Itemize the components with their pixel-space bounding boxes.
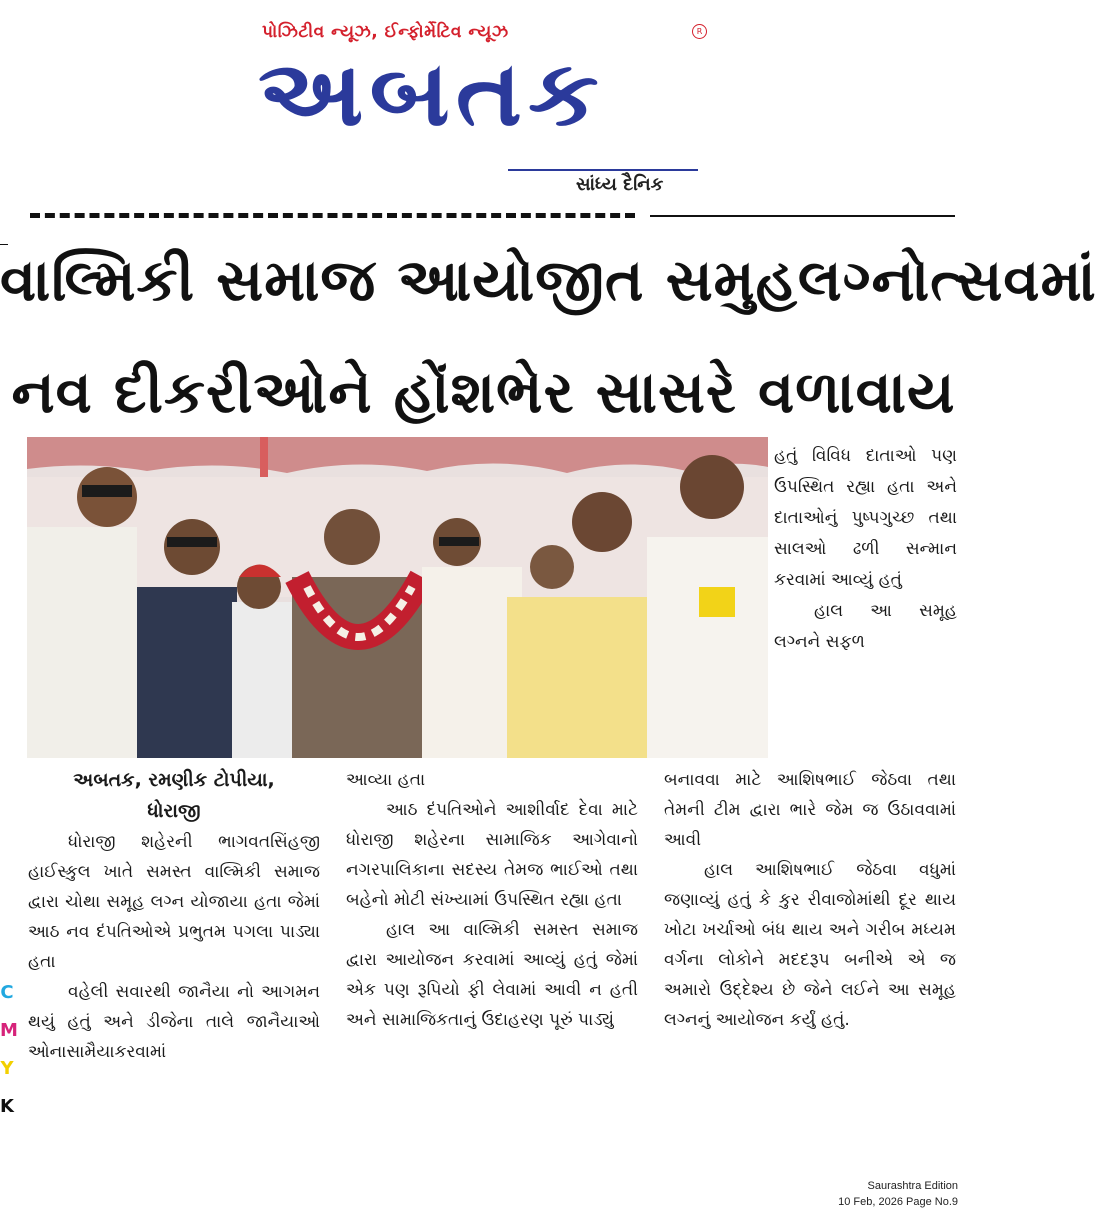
byline	[28, 765, 320, 827]
crop-mark	[0, 244, 8, 245]
cmyk-cyan-mark: C	[0, 982, 14, 1003]
solid-divider	[650, 215, 955, 217]
news-photo	[27, 437, 768, 758]
byline-author: અબતક, રમણીક ટોપીયા,	[73, 769, 275, 791]
article-paragraph: આવ્યા હતા	[346, 770, 426, 790]
group-photo-illustration	[27, 437, 768, 758]
masthead-tagline: પોઝિટીવ ન્યૂઝ, ઈન્ફોર્મેટિવ ન્યૂઝ	[262, 22, 509, 42]
masthead-subtitle: સાંધ્ય દૈનિક	[576, 174, 664, 195]
byline-place: ધોરાજી	[147, 800, 201, 822]
article-paragraph: હાલ આ વાલ્મિકી સમસ્ત સમાજ દ્વારા આયોજન કરવામાં આવ્યું હતું જેમાં એક પણ રૂપિયો ફી લેવામાં આવી ન હતી અને સામાજિકતાનું ઉદાહરણ પૂરું પાડ્યું	[346, 920, 638, 1030]
article-column-2	[346, 765, 638, 1035]
registered-mark-icon: R	[692, 24, 707, 39]
edition-date-page: 10 Feb, 2026 Page No.9	[838, 1196, 958, 1208]
article-paragraph: ધોરાજી શહેરની ભાગવતસિંહજી હાઈસ્કુલ ખાતે સમસ્ત વાલ્મિકી સમાજ દ્વારા ચોથા સમૂહ લગ્ન યોજાયા હતા જેમાં આઠ નવ દંપતિઓએ પ્રભુતમ પગલા પાડ્યા હતા	[28, 832, 320, 972]
newspaper-logo: અબતક	[258, 40, 605, 147]
edition-footer	[838, 1178, 958, 1210]
headline-line-1: વાલ્મિકી સમાજ આયોજીત સમુહલગ્નોત્સવમાં	[0, 246, 1097, 314]
dashed-divider	[30, 213, 635, 218]
article-paragraph: બનાવવા માટે આશિષભાઈ જેઠવા તથા તેમની ટીમ દ્વારા ભારે જેમ જ ઉઠાવવામાં આવી	[664, 770, 956, 850]
article-column-1	[28, 765, 320, 1067]
article-paragraph: આઠ દંપતિઓને આશીર્વાદ દેવા માટે ધોરાજી શહેરના સામાજિક આગેવાનો નગરપાલિકાના સદસ્ય તેમજ ભાઈઓ તથા બહેનો મોટી સંખ્યામાં ઉપસ્થિત રહ્યા હતા	[346, 800, 638, 910]
cmyk-magenta-mark: M	[0, 1020, 18, 1041]
side-column	[774, 441, 957, 658]
cmyk-yellow-mark: Y	[0, 1058, 14, 1079]
masthead	[258, 22, 710, 204]
article-paragraph: હાલ આશિષભાઈ જેઠવા વધુમાં જણાવ્યું હતું કે કુર રીવાજોમાંથી દૂર થાય ખોટા ખર્ચાઓ બંધ થાય અને ગરીબ મધ્યમ વર્ગના લોકોને મદદરૂપ બનીએ એ જ અમારો ઉદ્દેશ્ય છે જેને લઈને આ સમૂહ લગ્નનું આયોજન કર્યું હતું.	[664, 860, 956, 1030]
cmyk-black-mark: K	[0, 1096, 14, 1117]
headline-line-2: નવ દીકરીઓને હોંશભેર સાસરે વળાવાય	[11, 358, 956, 426]
side-paragraph: હતું વિવિધ દાતાઓ પણ ઉપસ્થિત રહ્યા હતા અને દાતાઓનું પુષ્પગુચ્છ તથા સાલઓ ઢળી સન્માન કરવામાં આવ્યું હતું	[774, 446, 957, 590]
side-paragraph: હાલ આ સમૂહ લગ્નને સફળ	[774, 601, 957, 652]
article-paragraph: વહેલી સવારથી જાનૈયા નો આગમન થયું હતું અને ડીજેના તાલે જાનૈયાઓ ઓનાસામૈયાકરવામાં	[28, 982, 320, 1062]
article-column-3	[664, 765, 956, 1035]
edition-name: Saurashtra Edition	[867, 1180, 958, 1192]
logo-underline	[508, 169, 698, 171]
